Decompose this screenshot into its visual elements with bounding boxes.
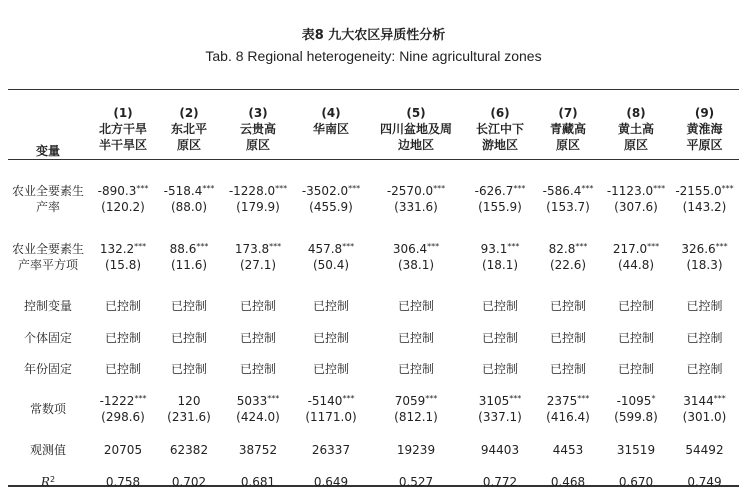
- significance-stars: ***: [715, 242, 728, 251]
- table-cell: [534, 385, 602, 433]
- standard-error: (812.1): [394, 410, 438, 424]
- table-cell: [670, 167, 739, 226]
- standard-error: (155.9): [478, 199, 522, 214]
- table-cell: 已控制: [170, 331, 207, 345]
- row-label: 农业全要素生产率: [11, 183, 84, 214]
- standard-error: (44.8): [617, 258, 655, 272]
- table-cell: 已控制: [104, 362, 141, 376]
- coefficient-value: -890.3: [97, 183, 137, 198]
- table-cell: 已控制: [549, 362, 586, 376]
- coefficient-value: -1095: [616, 394, 652, 408]
- coefficient-value: -2570.0: [386, 183, 434, 198]
- table-cell: [88, 226, 158, 288]
- significance-stars: ***: [509, 394, 522, 403]
- significance-stars: ***: [267, 394, 280, 403]
- r2-label-sup: 2: [49, 475, 56, 484]
- col-name-line1: 东北平: [170, 121, 207, 136]
- standard-error: (120.2): [101, 199, 145, 214]
- table-cell: 已控制: [239, 331, 276, 345]
- significance-stars: ***: [134, 394, 147, 403]
- coefficient-value: 217.0: [612, 242, 648, 256]
- coefficient-value: 3105: [478, 394, 510, 408]
- table-cell: 0.681: [240, 475, 276, 489]
- standard-error: (50.4): [312, 258, 350, 272]
- table-cell: 0.468: [550, 475, 586, 489]
- coefficient: [88, 393, 158, 409]
- table-cell: [602, 385, 670, 433]
- significance-stars: ***: [348, 183, 361, 193]
- table-cell: [670, 385, 739, 433]
- coefficient-value: 173.8: [234, 242, 270, 256]
- table-cell: 已控制: [397, 362, 434, 376]
- col-name-line1: 四川盆地及周: [379, 121, 452, 136]
- significance-stars: ***: [513, 183, 526, 193]
- significance-stars: ***: [427, 242, 440, 251]
- col-name-line2: 原区: [555, 137, 580, 152]
- header-col: [220, 90, 296, 167]
- table-cell: 62382: [169, 443, 209, 457]
- row-label: 农业全要素生产率平方项: [11, 242, 84, 272]
- col-name-line1: 黄淮海: [686, 121, 723, 136]
- table-cell: 20705: [103, 443, 143, 457]
- col-name-line1: 华南区: [312, 121, 349, 136]
- col-name-line2: 原区: [176, 137, 201, 152]
- r2-label-base: R: [40, 475, 50, 489]
- header-row: [8, 90, 739, 167]
- table-cell: [366, 385, 466, 433]
- header-col: [296, 90, 366, 167]
- coefficient: [88, 183, 158, 199]
- table-cell: 4453: [552, 443, 584, 457]
- significance-stars: ***: [577, 394, 590, 403]
- col-number: (8): [626, 105, 646, 120]
- table-cell: [466, 226, 534, 288]
- coefficient: [466, 393, 534, 409]
- significance-stars: ***: [202, 183, 215, 193]
- row-label: 控制变量: [23, 298, 72, 313]
- coefficient: [670, 241, 739, 257]
- coefficient-value: -2155.0: [675, 183, 722, 198]
- standard-error: (179.9): [236, 199, 280, 214]
- row-label: 观测值: [29, 443, 66, 457]
- table-title-en: Tab. 8 Regional heterogeneity: Nine agricultural zones: [205, 48, 542, 64]
- standard-error: (27.1): [239, 258, 277, 272]
- row-constant: [8, 385, 739, 433]
- table-cell: [88, 167, 158, 226]
- table-cell: [88, 385, 158, 433]
- table-cell: 已控制: [312, 362, 349, 376]
- table-cell: 已控制: [686, 331, 723, 345]
- table-cell: [466, 167, 534, 226]
- table-cell: [220, 226, 296, 288]
- coefficient: [602, 393, 670, 409]
- coefficient: [220, 183, 296, 199]
- table-cell: 已控制: [617, 362, 654, 376]
- table-cell: 已控制: [617, 298, 654, 313]
- coefficient: [366, 241, 466, 257]
- coefficient: [534, 183, 602, 199]
- table-cell: [534, 167, 602, 226]
- coefficient-value: 5033: [236, 394, 268, 408]
- standard-error: (22.6): [549, 258, 587, 272]
- coefficient-value: 306.4: [392, 242, 428, 256]
- row-individual-fe: [8, 323, 739, 353]
- coefficient: [670, 183, 739, 199]
- significance-stars: ***: [721, 183, 734, 193]
- table-cell: [534, 226, 602, 288]
- table-cell: 已控制: [104, 331, 141, 345]
- coefficient-value: 2375: [546, 394, 578, 408]
- table-cell: [602, 226, 670, 288]
- significance-stars: ***: [575, 242, 588, 251]
- coefficient: [296, 183, 366, 199]
- standard-error: (231.6): [167, 410, 211, 424]
- col-name-line1: 黄土高: [617, 121, 654, 136]
- coefficient: [220, 241, 296, 257]
- significance-stars: ***: [653, 183, 666, 193]
- col-name-line2: 原区: [245, 137, 270, 152]
- significance-stars: *: [651, 394, 656, 403]
- table-cell: 已控制: [312, 331, 349, 345]
- significance-stars: ***: [342, 394, 355, 403]
- significance-stars: ***: [713, 394, 726, 403]
- header-col: [88, 90, 158, 167]
- standard-error: (18.3): [686, 258, 723, 272]
- coefficient-value: 82.8: [548, 242, 576, 256]
- standard-error: (301.0): [682, 410, 727, 424]
- col-name-line2: 游地区: [481, 137, 518, 152]
- table-cell: 31519: [616, 443, 656, 457]
- coefficient: [88, 241, 158, 257]
- coefficient: [466, 241, 534, 257]
- table-cell: 0.649: [313, 475, 349, 489]
- standard-error: (18.1): [481, 258, 519, 272]
- col-name-line1: 北方干旱: [98, 121, 147, 136]
- table-cell: 38752: [238, 443, 278, 457]
- col-number: (5): [406, 105, 426, 120]
- table-cell: 已控制: [239, 298, 276, 313]
- header-col: [670, 90, 739, 167]
- standard-error: (337.1): [478, 410, 522, 424]
- table-cell: [602, 167, 670, 226]
- coefficient-value: 120: [177, 394, 201, 408]
- table-cell: 已控制: [239, 362, 276, 376]
- table-title-zh: 表8 九大农区异质性分析: [301, 28, 446, 43]
- row-label: 常数项: [29, 402, 66, 416]
- row-tfp: [8, 167, 739, 226]
- standard-error: (1171.0): [305, 410, 357, 424]
- standard-error: (153.7): [546, 199, 590, 214]
- coefficient-value: -586.4: [542, 183, 582, 198]
- coefficient: [466, 183, 534, 199]
- significance-stars: ***: [433, 183, 446, 193]
- significance-stars: ***: [275, 183, 288, 193]
- table-cell: 54492: [685, 443, 724, 457]
- coefficient-value: 3144: [683, 394, 714, 408]
- table-cell: 已控制: [549, 331, 586, 345]
- significance-stars: ***: [269, 242, 282, 251]
- table-cell: [158, 385, 220, 433]
- row-observations: [8, 433, 739, 467]
- col-number: (9): [694, 105, 715, 120]
- coefficient-value: -1123.0: [606, 183, 654, 198]
- col-number: (3): [248, 105, 268, 120]
- table-cell: 已控制: [686, 362, 723, 376]
- standard-error: (38.1): [397, 258, 435, 272]
- table-cell: 已控制: [312, 298, 349, 313]
- table-cell: 0.670: [618, 475, 654, 489]
- table-cell: 已控制: [170, 298, 207, 313]
- col-name-line2: [296, 137, 366, 153]
- coefficient-value: 326.6: [681, 242, 716, 256]
- coefficient: [670, 393, 739, 409]
- table-cell: [220, 167, 296, 226]
- col-name-line2: 边地区: [397, 137, 434, 152]
- standard-error: (15.8): [104, 258, 142, 272]
- col-number: (2): [179, 105, 199, 120]
- table-cell: [466, 385, 534, 433]
- coefficient-value: 7059: [394, 394, 426, 408]
- row-controls: [8, 288, 739, 323]
- regression-table: [8, 90, 739, 497]
- table-cell: [670, 226, 739, 288]
- coefficient-value: -3502.0: [301, 183, 349, 198]
- col-name-line1: 青藏高: [549, 121, 586, 136]
- coefficient: [220, 393, 296, 409]
- significance-stars: ***: [507, 242, 520, 251]
- row-label: 年份固定: [23, 362, 72, 376]
- col-number: (1): [113, 105, 133, 120]
- header-variable: 变量: [35, 144, 60, 158]
- table-cell: 已控制: [686, 298, 723, 313]
- col-name-line2: 半干旱区: [98, 137, 147, 152]
- col-number: (4): [321, 105, 341, 120]
- coefficient: [602, 241, 670, 257]
- table-cell: [366, 167, 466, 226]
- coefficient-value: 132.2: [99, 242, 135, 256]
- table-cell: 0.702: [171, 475, 207, 489]
- coefficient-value: -5140: [307, 394, 343, 408]
- standard-error: (143.2): [682, 199, 727, 214]
- table-cell: 已控制: [397, 331, 434, 345]
- standard-error: (416.4): [546, 410, 590, 424]
- table-cell: [158, 226, 220, 288]
- significance-stars: ***: [425, 394, 438, 403]
- significance-stars: ***: [134, 242, 147, 251]
- table-cell: 已控制: [481, 298, 518, 313]
- standard-error: (455.9): [309, 199, 353, 214]
- col-name-line1: 长江中下: [475, 121, 524, 136]
- coefficient: [158, 241, 220, 257]
- table-cell: 已控制: [481, 331, 518, 345]
- table-cell: [158, 167, 220, 226]
- table-cell: [296, 385, 366, 433]
- significance-stars: ***: [136, 183, 149, 193]
- table-cell: 94403: [480, 443, 520, 457]
- table-cell: 0.749: [687, 475, 722, 489]
- coefficient-value: 88.6: [169, 242, 197, 256]
- coefficient: [158, 393, 220, 409]
- table-cell: 0.527: [398, 475, 434, 489]
- standard-error: (424.0): [236, 410, 280, 424]
- table-cell: 已控制: [481, 362, 518, 376]
- coefficient-value: -1222: [99, 394, 135, 408]
- coefficient: [158, 183, 220, 199]
- table-cell: 已控制: [617, 331, 654, 345]
- header-col: [466, 90, 534, 167]
- standard-error: (298.6): [101, 410, 145, 424]
- table-cell: 26337: [311, 443, 351, 457]
- coefficient-value: -518.4: [163, 183, 203, 198]
- table-cell: 19239: [396, 443, 436, 457]
- table-cell: [220, 385, 296, 433]
- row-r-squared: [8, 467, 739, 497]
- standard-error: (307.6): [614, 199, 658, 214]
- table-cell: 0.772: [482, 475, 518, 489]
- coefficient-value: 457.8: [307, 242, 343, 256]
- header-col: [366, 90, 466, 167]
- row-tfp-squared: [8, 226, 739, 288]
- table-cell: [296, 167, 366, 226]
- row-label: 个体固定: [23, 331, 72, 345]
- coefficient-value: -626.7: [474, 183, 514, 198]
- significance-stars: ***: [581, 183, 594, 193]
- coefficient-value: -1228.0: [228, 183, 276, 198]
- coefficient: [534, 393, 602, 409]
- significance-stars: ***: [342, 242, 355, 251]
- coefficient: [296, 393, 366, 409]
- table-cell: [366, 226, 466, 288]
- row-year-fe: [8, 353, 739, 385]
- significance-stars: ***: [647, 242, 660, 251]
- standard-error: (599.8): [614, 410, 658, 424]
- row-label: [8, 467, 88, 497]
- significance-stars: ***: [196, 242, 209, 251]
- col-number: (7): [558, 105, 578, 120]
- coefficient: [296, 241, 366, 257]
- table-cell: 已控制: [549, 298, 586, 313]
- coefficient: [602, 183, 670, 199]
- col-name-line2: 平原区: [686, 137, 723, 152]
- col-name-line1: 云贵高: [239, 121, 276, 136]
- coefficient: [366, 183, 466, 199]
- standard-error: (331.6): [394, 199, 438, 214]
- header-col: [534, 90, 602, 167]
- standard-error: (88.0): [170, 199, 208, 214]
- table-cell: [296, 226, 366, 288]
- header-col: [602, 90, 670, 167]
- coefficient-value: 93.1: [480, 242, 508, 256]
- col-number: (6): [490, 105, 510, 120]
- coefficient: [366, 393, 466, 409]
- coefficient: [534, 241, 602, 257]
- table-cell: 已控制: [104, 298, 141, 313]
- table-cell: 已控制: [397, 298, 434, 313]
- table-cell: 0.758: [105, 475, 141, 489]
- table-cell: 已控制: [170, 362, 207, 376]
- standard-error: (11.6): [170, 258, 208, 272]
- header-col: [158, 90, 220, 167]
- col-name-line2: 原区: [623, 137, 648, 152]
